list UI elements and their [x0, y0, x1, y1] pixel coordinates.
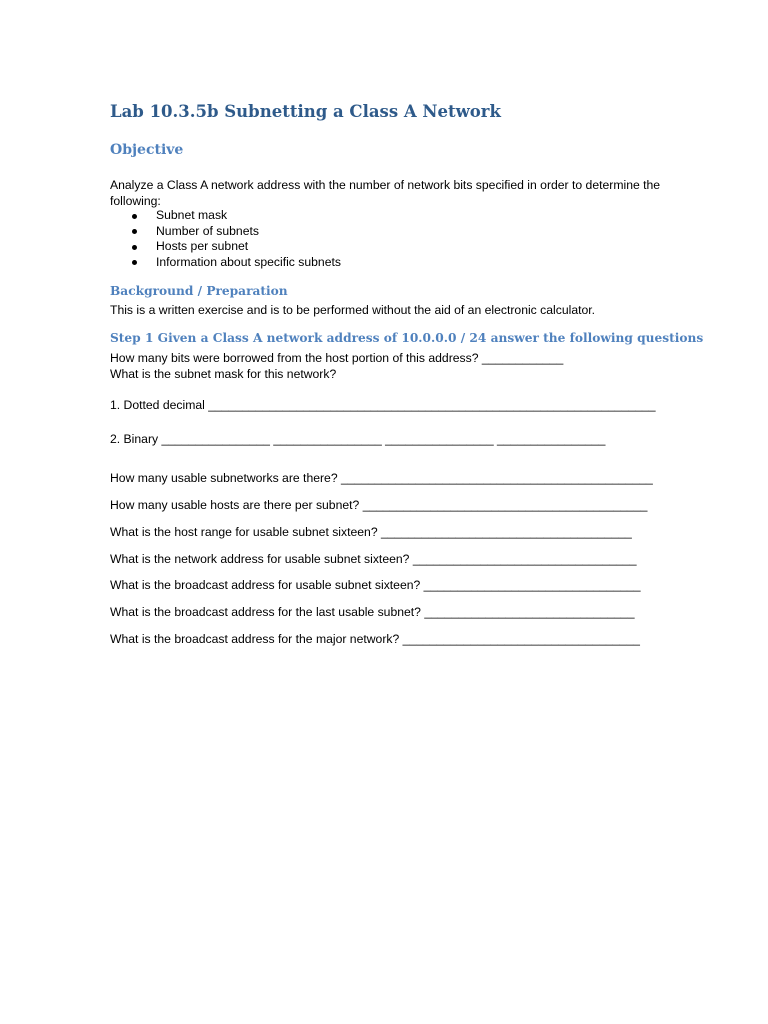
page-title: Lab 10.3.5b Subnetting a Class A Network — [110, 102, 501, 121]
list-item-label: Information about specific subnets — [156, 254, 341, 269]
list-item — [110, 255, 341, 271]
question-subnet-mask: What is the subnet mask for this network? — [110, 367, 337, 381]
background-heading: Background / Preparation — [110, 284, 288, 298]
list-item-label: Hosts per subnet — [156, 239, 249, 254]
objective-intro: Analyze a Class A network address with the number of network bits specified in order to determine the following: — [110, 178, 661, 208]
objective-list — [110, 208, 341, 270]
answer-dotted-decimal: 1. Dotted decimal __________________________________________________________________ — [110, 398, 656, 412]
background-text: This is a written exercise and is to be performed without the aid of an electronic calculator. — [110, 303, 596, 317]
list-item — [110, 208, 341, 224]
question-usable-subnetworks: How many usable subnetworks are there? ______________________________________________ — [110, 471, 653, 485]
question-network-address: What is the network address for usable subnet sixteen? _________________________________ — [110, 552, 637, 566]
list-item — [110, 224, 341, 240]
question-host-range: What is the host range for usable subnet sixteen? _____________________________________ — [110, 525, 632, 539]
objective-heading: Objective — [110, 142, 184, 158]
step1-heading: Step 1 Given a Class A network address of 10.0.0.0 / 24 answer the following questions — [110, 331, 704, 345]
bullet-icon — [132, 214, 137, 219]
bullet-icon — [132, 245, 137, 250]
bullet-icon — [132, 229, 137, 234]
list-item-label: Number of subnets — [156, 223, 259, 238]
list-item — [110, 239, 341, 255]
bullet-icon — [132, 260, 137, 265]
question-bits-borrowed: How many bits were borrowed from the host portion of this address? ____________ — [110, 351, 564, 365]
question-broadcast-major: What is the broadcast address for the major network? ___________________________________ — [110, 632, 640, 646]
list-item-label: Subnet mask — [156, 208, 228, 222]
question-broadcast-sixteen: What is the broadcast address for usable subnet sixteen? ________________________________ — [110, 578, 641, 592]
question-broadcast-last: What is the broadcast address for the last usable subnet? _______________________________ — [110, 605, 635, 619]
answer-binary: 2. Binary ________________ ________________ ________________ ________________ — [110, 432, 606, 446]
question-usable-hosts: How many usable hosts are there per subnet? __________________________________________ — [110, 498, 648, 512]
